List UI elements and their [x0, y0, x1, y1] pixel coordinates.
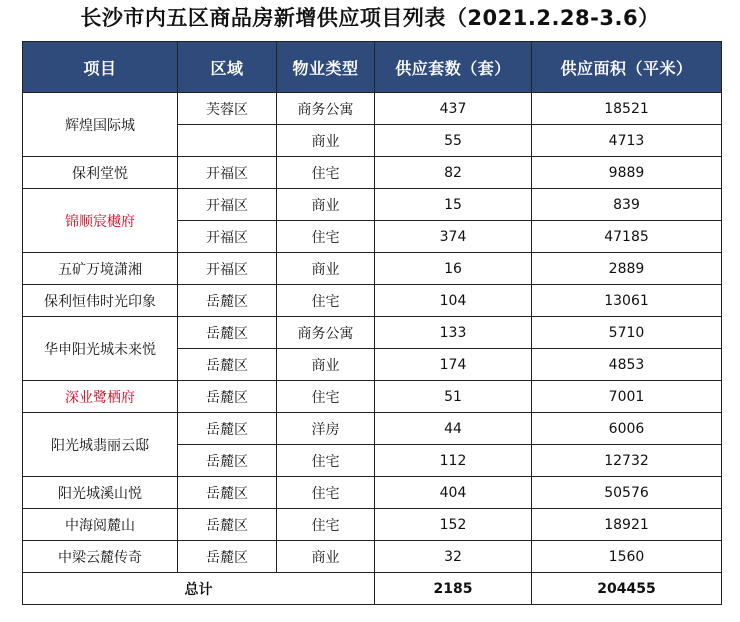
district-cell: 开福区 — [178, 253, 277, 285]
project-name-cell: 华申阳光城未来悦 — [23, 317, 178, 381]
project-name-cell: 保利堂悦 — [23, 157, 178, 189]
property-type-cell: 住宅 — [277, 445, 375, 477]
district-cell: 岳麓区 — [178, 349, 277, 381]
table-row — [23, 285, 722, 317]
units-cell: 55 — [375, 125, 532, 157]
area-cell: 6006 — [532, 413, 722, 445]
header-row — [23, 42, 722, 93]
district-cell: 岳麓区 — [178, 413, 277, 445]
area-cell: 7001 — [532, 381, 722, 413]
table-body — [23, 93, 722, 573]
area-cell: 9889 — [532, 157, 722, 189]
area-cell: 839 — [532, 189, 722, 221]
page-title: 长沙市内五区商品房新增供应项目列表（2021.2.28-3.6） — [80, 6, 660, 30]
column-header-district: 区域 — [178, 42, 277, 93]
district-cell: 芙蓉区 — [178, 93, 277, 125]
property-type-cell: 洋房 — [277, 413, 375, 445]
property-type-cell: 商业 — [277, 125, 375, 157]
project-name-cell: 锦顺宸樾府 — [23, 189, 178, 253]
total-label: 总计 — [23, 573, 375, 605]
units-cell: 404 — [375, 477, 532, 509]
property-type-cell: 商业 — [277, 253, 375, 285]
total-units: 2185 — [375, 573, 532, 605]
area-cell: 4853 — [532, 349, 722, 381]
area-cell: 50576 — [532, 477, 722, 509]
column-header-type: 物业类型 — [277, 42, 375, 93]
property-type-cell: 商务公寓 — [277, 93, 375, 125]
units-cell: 374 — [375, 221, 532, 253]
property-type-cell: 住宅 — [277, 285, 375, 317]
table-row — [23, 317, 722, 349]
property-type-cell: 住宅 — [277, 381, 375, 413]
district-cell: 岳麓区 — [178, 541, 277, 573]
total-row — [23, 573, 722, 605]
area-cell: 13061 — [532, 285, 722, 317]
district-cell: 开福区 — [178, 221, 277, 253]
area-cell: 5710 — [532, 317, 722, 349]
property-type-cell: 商业 — [277, 189, 375, 221]
project-name-cell: 中梁云麓传奇 — [23, 541, 178, 573]
property-type-cell: 住宅 — [277, 509, 375, 541]
table-row — [23, 253, 722, 285]
table-row — [23, 509, 722, 541]
district-cell: 岳麓区 — [178, 445, 277, 477]
table-row — [23, 381, 722, 413]
area-cell: 18521 — [532, 93, 722, 125]
total-area: 204455 — [532, 573, 722, 605]
units-cell: 152 — [375, 509, 532, 541]
units-cell: 15 — [375, 189, 532, 221]
table-footer — [23, 573, 722, 605]
property-type-cell: 商业 — [277, 349, 375, 381]
district-cell: 开福区 — [178, 157, 277, 189]
district-cell: 开福区 — [178, 189, 277, 221]
property-type-cell: 商业 — [277, 541, 375, 573]
project-name-cell: 深业鹭栖府 — [23, 381, 178, 413]
project-name-cell: 中海阅麓山 — [23, 509, 178, 541]
district-cell: 岳麓区 — [178, 509, 277, 541]
property-type-cell: 住宅 — [277, 157, 375, 189]
area-cell: 4713 — [532, 125, 722, 157]
table-row — [23, 541, 722, 573]
units-cell: 104 — [375, 285, 532, 317]
column-header-area: 供应面积（平米） — [532, 42, 722, 93]
units-cell: 44 — [375, 413, 532, 445]
district-cell — [178, 125, 277, 157]
area-cell: 47185 — [532, 221, 722, 253]
column-header-units: 供应套数（套） — [375, 42, 532, 93]
table-row — [23, 413, 722, 445]
table-row — [23, 477, 722, 509]
supply-table — [22, 41, 722, 605]
units-cell: 112 — [375, 445, 532, 477]
property-type-cell: 住宅 — [277, 221, 375, 253]
column-header-project: 项目 — [23, 42, 178, 93]
units-cell: 133 — [375, 317, 532, 349]
district-cell: 岳麓区 — [178, 285, 277, 317]
project-name-cell: 辉煌国际城 — [23, 93, 178, 157]
district-cell: 岳麓区 — [178, 317, 277, 349]
district-cell: 岳麓区 — [178, 381, 277, 413]
table-header — [23, 42, 722, 93]
area-cell: 2889 — [532, 253, 722, 285]
units-cell: 437 — [375, 93, 532, 125]
units-cell: 174 — [375, 349, 532, 381]
property-type-cell: 住宅 — [277, 477, 375, 509]
project-name-cell: 五矿万境潇湘 — [23, 253, 178, 285]
area-cell: 1560 — [532, 541, 722, 573]
units-cell: 32 — [375, 541, 532, 573]
table-row — [23, 189, 722, 221]
area-cell: 18921 — [532, 509, 722, 541]
district-cell: 岳麓区 — [178, 477, 277, 509]
units-cell: 51 — [375, 381, 532, 413]
table-row — [23, 157, 722, 189]
units-cell: 16 — [375, 253, 532, 285]
project-name-cell: 阳光城翡丽云邸 — [23, 413, 178, 477]
area-cell: 12732 — [532, 445, 722, 477]
project-name-cell: 阳光城溪山悦 — [23, 477, 178, 509]
property-type-cell: 商务公寓 — [277, 317, 375, 349]
units-cell: 82 — [375, 157, 532, 189]
project-name-cell: 保利恒伟时光印象 — [23, 285, 178, 317]
table-row — [23, 93, 722, 125]
